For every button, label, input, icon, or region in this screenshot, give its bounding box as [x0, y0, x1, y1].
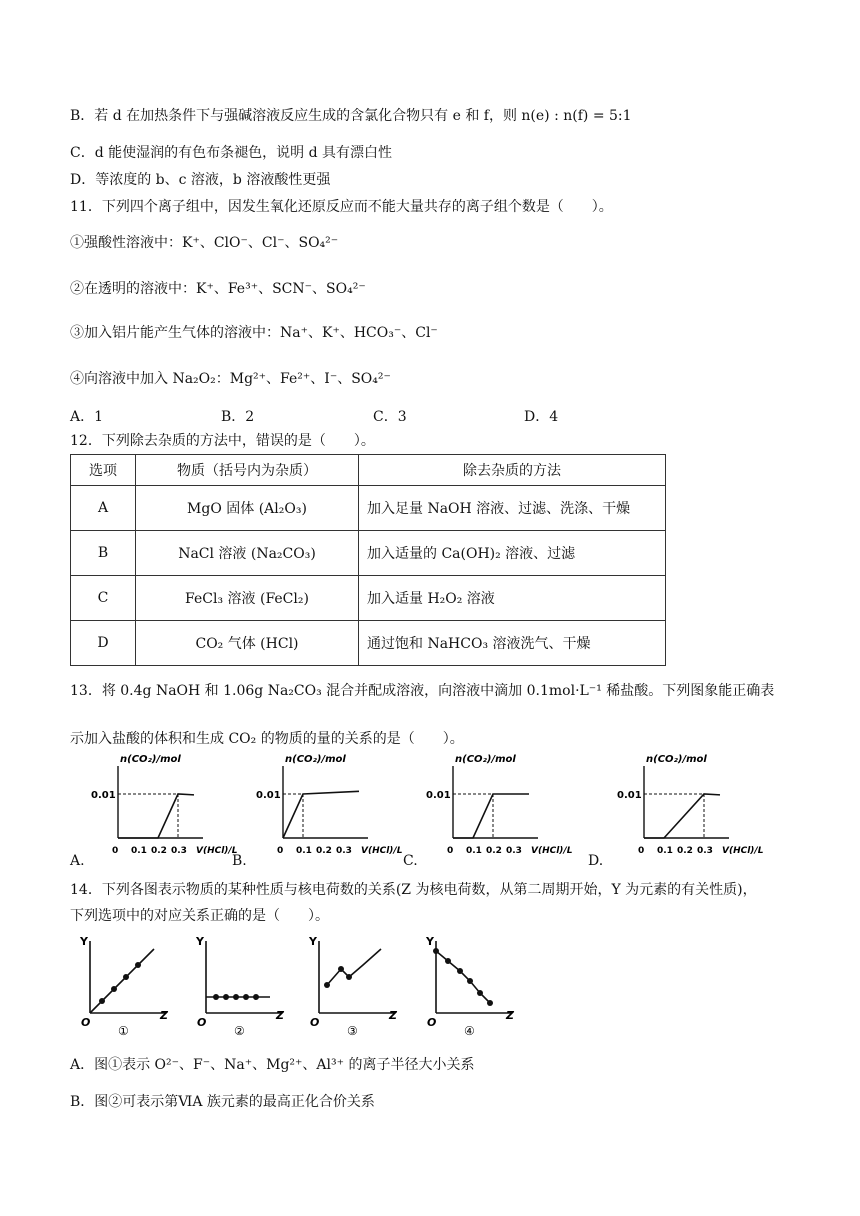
x-axis-label: Z	[160, 1009, 168, 1022]
q11-option-c: C．3	[373, 409, 407, 425]
figure-number: ②	[234, 1024, 245, 1038]
y-axis-label: n(CO₂)/mol	[455, 754, 516, 765]
graph-letter: D.	[588, 853, 604, 869]
q11-item-4: ④向溶液中加入 Na₂O₂：Mg²⁺、Fe²⁺、I⁻、SO₄²⁻	[70, 371, 391, 387]
y-tick-label: 0.01	[617, 790, 642, 801]
series-line	[453, 794, 529, 838]
table-cell: MgO 固体 (Al₂O₃)	[136, 486, 359, 531]
table-cell: CO₂ 气体 (HCl)	[136, 621, 359, 666]
y-tick-label: 0.01	[256, 790, 281, 801]
x-axis-label: V(HCl)/L	[722, 846, 764, 856]
series-line	[327, 949, 381, 985]
origin-label: 0	[447, 846, 454, 856]
origin-label: 0	[277, 846, 284, 856]
y-tick-label: 0.01	[426, 790, 451, 801]
x-axis-label: Z	[389, 1009, 397, 1022]
x-axis-label: V(HCl)/L	[196, 846, 238, 856]
data-point	[253, 994, 259, 1000]
data-point	[243, 994, 249, 1000]
figure-number: ③	[347, 1024, 358, 1038]
table-cell: FeCl₃ 溶液 (FeCl₂)	[136, 576, 359, 621]
x-axis-label: V(HCl)/L	[361, 846, 403, 856]
question-12: 12．下列除去杂质的方法中，错误的是（ ）。	[70, 433, 375, 449]
figure-number: ④	[464, 1024, 475, 1038]
origin-label: O	[81, 1016, 91, 1029]
y-axis-label: n(CO₂)/mol	[285, 754, 346, 765]
data-point	[123, 974, 129, 980]
question-14-line-1: 14．下列各图表示物质的某种性质与核电荷数的关系(Z 为核电荷数，从第二周期开始，Y 为元素的有关性质)，	[70, 882, 757, 898]
x-tick-label: 0.1	[131, 846, 147, 856]
graph-letter: B.	[232, 853, 247, 869]
table-cell: NaCl 溶液 (Na₂CO₃)	[136, 531, 359, 576]
data-point	[111, 986, 117, 992]
table-cell: 加入足量 NaOH 溶液、过滤、洗涤、干燥	[359, 486, 666, 531]
figure-number: ①	[118, 1024, 129, 1038]
graph-letter: A.	[70, 853, 85, 869]
q11-item-2: ②在透明的溶液中：K⁺、Fe³⁺、SCN⁻、SO₄²⁻	[70, 281, 366, 297]
table-cell: 加入适量的 Ca(OH)₂ 溶液、过滤	[359, 531, 666, 576]
graph-letter: C.	[403, 853, 418, 869]
question-11: 11．下列四个离子组中，因发生氧化还原反应而不能大量共存的离子组个数是（ ）。	[70, 199, 613, 215]
data-point	[487, 1000, 493, 1006]
data-point	[433, 948, 439, 954]
q11-item-3: ③加入铝片能产生气体的溶液中：Na⁺、K⁺、HCO₃⁻、Cl⁻	[70, 325, 438, 341]
series-line	[644, 794, 720, 838]
y-axis-label: n(CO₂)/mol	[120, 754, 181, 765]
origin-label: 0	[638, 846, 645, 856]
q11-item-1: ①强酸性溶液中：K⁺、ClO⁻、Cl⁻、SO₄²⁻	[70, 235, 339, 251]
y-axis-label: Y	[426, 935, 434, 948]
data-point	[99, 998, 105, 1004]
table-cell: B	[71, 531, 136, 576]
q11-option-d: D．4	[524, 409, 559, 425]
table-header: 选项	[71, 455, 136, 486]
data-point	[135, 962, 141, 968]
x-tick-label: 0.2	[316, 846, 332, 856]
q14-option-a: A．图①表示 O²⁻、F⁻、Na⁺、Mg²⁺、Al³⁺ 的离子半径大小关系	[70, 1057, 475, 1073]
origin-label: O	[197, 1016, 207, 1029]
x-tick-label: 0.1	[296, 846, 312, 856]
x-tick-label: 0.2	[486, 846, 502, 856]
y-axis-label: n(CO₂)/mol	[646, 754, 707, 765]
table-cell: A	[71, 486, 136, 531]
data-point	[467, 978, 473, 984]
option-b-line: B．若 d 在加热条件下与强碱溶液反应生成的含氯化合物只有 e 和 f，则 n(e) : n(f) = 5:1	[70, 108, 632, 124]
origin-label: O	[427, 1016, 437, 1029]
x-axis-label: Z	[276, 1009, 284, 1022]
x-tick-label: 0.3	[506, 846, 522, 856]
y-axis-label: Y	[309, 935, 317, 948]
table-cell: C	[71, 576, 136, 621]
option-d-line: D．等浓度的 b、c 溶液，b 溶液酸性更强	[70, 172, 331, 188]
origin-label: 0	[112, 846, 119, 856]
x-tick-label: 0.3	[336, 846, 352, 856]
data-point	[338, 966, 344, 972]
x-axis-label: Z	[506, 1009, 514, 1022]
data-point	[233, 994, 239, 1000]
option-c-line: C．d 能使湿润的有色布条褪色，说明 d 具有漂白性	[70, 145, 392, 161]
q14-option-b: B．图②可表示第ⅥA 族元素的最高正化合价关系	[70, 1094, 375, 1110]
y-axis-label: Y	[80, 935, 88, 948]
data-point	[445, 958, 451, 964]
x-tick-label: 0.1	[466, 846, 482, 856]
data-point	[324, 982, 330, 988]
table-cell: 加入适量 H₂O₂ 溶液	[359, 576, 666, 621]
y-tick-label: 0.01	[91, 790, 116, 801]
data-point	[223, 994, 229, 1000]
x-tick-label: 0.3	[171, 846, 187, 856]
table-header: 物质（括号内为杂质）	[136, 455, 359, 486]
data-point	[457, 968, 463, 974]
series-line	[118, 794, 194, 838]
x-tick-label: 0.2	[151, 846, 167, 856]
origin-label: O	[310, 1016, 320, 1029]
table-cell: 通过饱和 NaHCO₃ 溶液洗气、干燥	[359, 621, 666, 666]
q11-option-b: B．2	[221, 409, 255, 425]
table-cell: D	[71, 621, 136, 666]
question-13-line-1: 13．将 0.4g NaOH 和 1.06g Na₂CO₃ 混合并配成溶液，向溶液中滴加 0.1mol·L⁻¹ 稀盐酸。下列图象能正确表	[70, 683, 775, 699]
x-tick-label: 0.2	[677, 846, 693, 856]
data-point	[346, 974, 352, 980]
q11-option-a: A．1	[70, 409, 104, 425]
data-point	[477, 990, 483, 996]
series-line	[90, 949, 154, 1013]
data-point	[213, 994, 219, 1000]
question-14-line-2: 下列选项中的对应关系正确的是（ ）。	[70, 908, 329, 924]
x-tick-label: 0.3	[697, 846, 713, 856]
table-header: 除去杂质的方法	[359, 455, 666, 486]
x-axis-label: V(HCl)/L	[531, 846, 573, 856]
question-13-line-2: 示加入盐酸的体积和生成 CO₂ 的物质的量的关系的是（ ）。	[70, 731, 464, 747]
x-tick-label: 0.1	[657, 846, 673, 856]
y-axis-label: Y	[196, 935, 204, 948]
series-line	[283, 791, 359, 838]
